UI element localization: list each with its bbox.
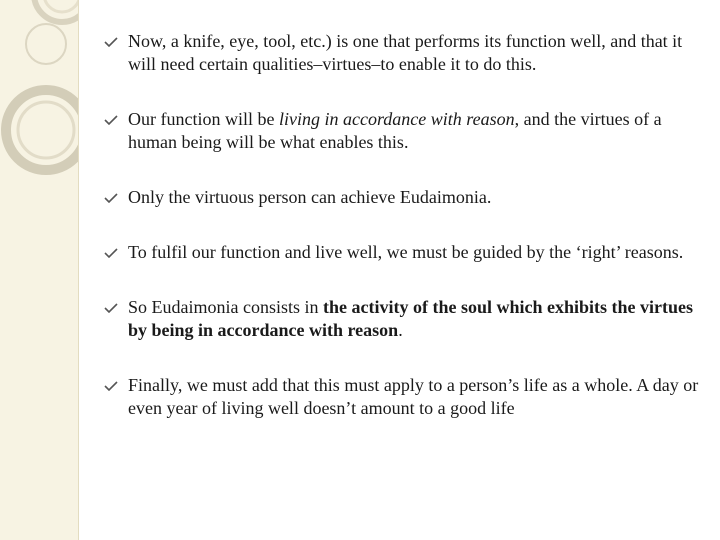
bullet-item-function (104, 30, 704, 76)
bullet-item-eudaimonia-definition (104, 296, 704, 342)
bullet-list (104, 30, 704, 452)
checkmark-bullet-icon (104, 303, 118, 313)
decorative-sidebar (0, 0, 79, 540)
bullet-text (128, 297, 693, 340)
emphasized-phrase: living in accordance with reason (278, 109, 515, 129)
bullet-text-segment: So Eudaimonia consists in (128, 297, 323, 317)
bullet-text: Finally, we must add that this must apply to a person’s life as a whole. A day or even year of living well doesn’t amount to a good life (128, 375, 699, 418)
bullet-text-segment: . (398, 320, 403, 340)
bullet-item-right-reasons (104, 241, 704, 264)
bold-phrase: the activity of the soul which exhibits the virtues by being in accordance with reason (128, 297, 693, 340)
bullet-item-virtuous-person (104, 186, 704, 209)
checkmark-bullet-icon (104, 248, 118, 258)
checkmark-bullet-icon (104, 115, 118, 125)
bullet-text (128, 109, 662, 152)
checkmark-bullet-icon (104, 381, 118, 391)
bullet-item-reason (104, 108, 704, 154)
checkmark-bullet-icon (104, 193, 118, 203)
bullet-text: To fulfil our function and live well, we must be guided by the ‘right’ reasons. (128, 242, 684, 262)
bullet-text: Only the virtuous person can achieve Eudaimonia. (128, 187, 492, 207)
ring-decoration-graphic (0, 0, 78, 540)
bullet-text-segment: , and the virtues of a human being will be what enables this. (128, 109, 662, 152)
bullet-item-whole-life (104, 374, 704, 420)
bullet-text: Now, a knife, eye, tool, etc.) is one that performs its function well, and that it will need certain qualities–virtues–to enable it to do this. (128, 31, 683, 74)
bullet-text-segment: Our function will be (128, 109, 279, 129)
checkmark-bullet-icon (104, 37, 118, 47)
